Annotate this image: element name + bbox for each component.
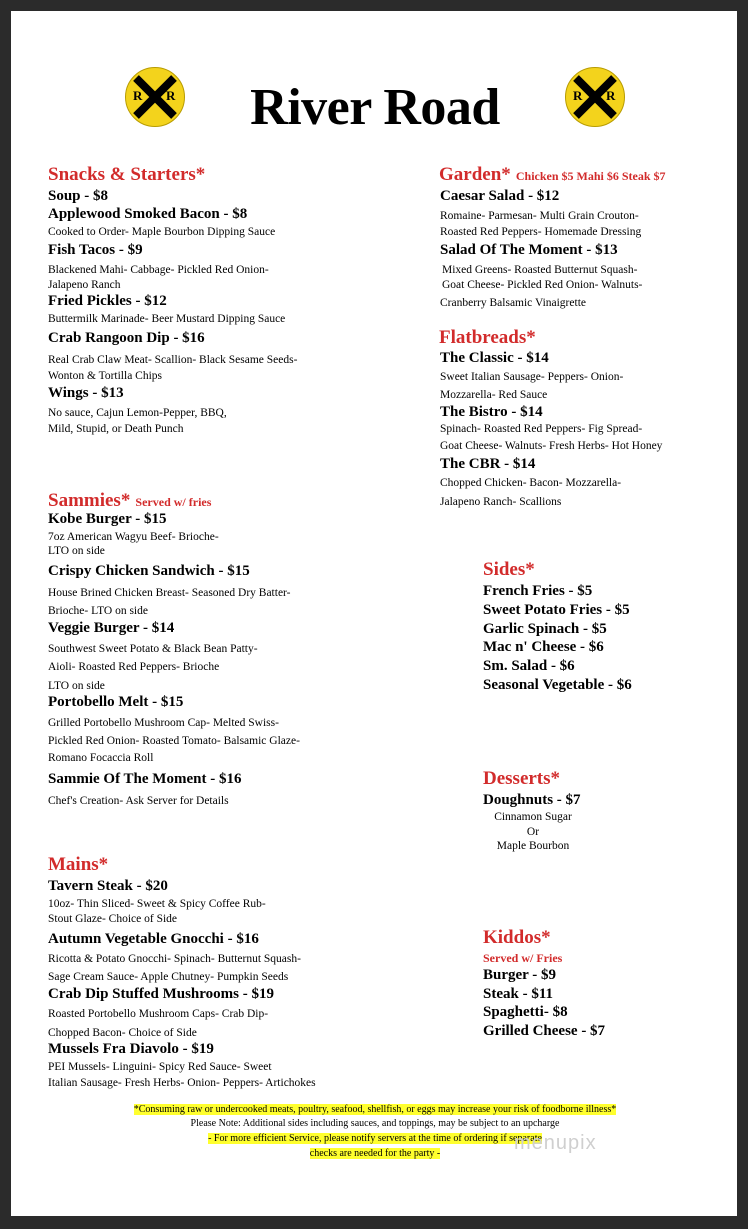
- menu-item-desc: Roasted Portobello Mushroom Caps- Crab Dip-: [48, 1008, 269, 1020]
- section-title-sammies: Sammies*: [48, 490, 131, 511]
- menu-item-desc: Mild, Stupid, or Death Punch: [48, 423, 184, 435]
- section-title-garden: Garden*: [439, 164, 511, 185]
- menu-item-desc: Romaine- Parmesan- Multi Grain Crouton-: [440, 210, 639, 222]
- menu-item-desc: Wonton & Tortilla Chips: [48, 370, 163, 382]
- menu-item-desc: House Brined Chicken Breast- Seasoned Dry Batter-: [48, 587, 291, 599]
- menu-item-name: Caesar Salad - $12: [440, 188, 560, 204]
- menu-item-desc: Grilled Portobello Mushroom Cap- Melted Swiss-: [48, 717, 279, 729]
- menu-item-desc: Pickled Red Onion- Roasted Tomato- Balsamic Glaze-: [48, 735, 300, 747]
- menu-item-name: Autumn Vegetable Gnocchi - $16: [48, 931, 259, 947]
- menu-item-desc: Cranberry Balsamic Vinaigrette: [440, 297, 586, 309]
- section-title-mains: Mains*: [48, 854, 109, 875]
- menu-item-desc: Goat Cheese- Pickled Red Onion- Walnuts-: [442, 279, 643, 291]
- menu-item-desc: Buttermilk Marinade- Beer Mustard Dipping Sauce: [48, 313, 286, 325]
- raw-food-warning: [60, 1104, 690, 1115]
- menu-item-name: The CBR - $14: [440, 456, 536, 472]
- separate-checks-text: - For more efficient Service, please notify servers at the time of ordering if separate: [208, 1133, 542, 1144]
- menu-item-name: Spaghetti- $8: [483, 1004, 568, 1020]
- menu-item-desc: Jalapeno Ranch- Scallions: [440, 496, 562, 508]
- section-note-sammies: Served w/ fries: [135, 495, 212, 509]
- menu-item-name: Seasonal Vegetable - $6: [483, 677, 632, 693]
- menu-item-name: Doughnuts - $7: [483, 792, 581, 808]
- logo-letter: R: [133, 88, 143, 103]
- menu-item-name: Sweet Potato Fries - $5: [483, 602, 630, 618]
- section-note-kiddos: Served w/ Fries: [483, 951, 563, 965]
- menu-item-name: Mac n' Cheese - $6: [483, 639, 604, 655]
- menu-item-name: Kobe Burger - $15: [48, 511, 167, 527]
- menu-item-desc: Or: [526, 826, 540, 838]
- menu-item-desc: Sage Cream Sauce- Apple Chutney- Pumpkin Seeds: [48, 971, 289, 983]
- menu-item-desc: Mozzarella- Red Sauce: [440, 389, 548, 401]
- menu-item-desc: Southwest Sweet Potato & Black Bean Patty-: [48, 643, 258, 655]
- menu-item-name: Applewood Smoked Bacon - $8: [48, 206, 248, 222]
- menu-item-desc: Maple Bourbon: [496, 840, 570, 852]
- menu-item-name: Tavern Steak - $20: [48, 878, 168, 894]
- menu-item-desc: Stout Glaze- Choice of Side: [48, 913, 178, 925]
- menu-item-desc: No sauce, Cajun Lemon-Pepper, BBQ,: [48, 407, 227, 419]
- menu-item-name: Fried Pickles - $12: [48, 293, 167, 309]
- menu-item-name: Crispy Chicken Sandwich - $15: [48, 563, 250, 579]
- menu-item-desc: Jalapeno Ranch: [48, 279, 121, 291]
- section-note-garden: Chicken $5 Mahi $6 Steak $7: [515, 169, 666, 183]
- menu-item-desc: Roasted Red Peppers- Homemade Dressing: [440, 226, 642, 238]
- menu-item-name: Grilled Cheese - $7: [483, 1023, 606, 1039]
- section-title-sides: Sides*: [483, 559, 535, 580]
- menu-item-name: Sammie Of The Moment - $16: [48, 771, 242, 787]
- menu-item-name: Crab Dip Stuffed Mushrooms - $19: [48, 986, 274, 1002]
- separate-checks-text-2: checks are needed for the party -: [309, 1148, 441, 1159]
- section-title-kiddos: Kiddos*: [483, 927, 551, 948]
- menu-item-desc: Spinach- Roasted Red Peppers- Fig Spread-: [440, 423, 643, 435]
- upcharge-note: Please Note: Additional sides including sauces, and toppings, may be subject to an upcharge: [190, 1118, 560, 1129]
- section-title-flatbreads: Flatbreads*: [439, 327, 536, 348]
- menu-item-desc: Brioche- LTO on side: [48, 605, 148, 617]
- menu-item-name: Garlic Spinach - $5: [483, 621, 607, 637]
- menu-item-desc: PEI Mussels- Linguini- Spicy Red Sauce- Sweet: [48, 1061, 272, 1073]
- railroad-crossing-logo-right: [565, 67, 625, 127]
- menu-item-name: The Classic - $14: [440, 350, 549, 366]
- menu-item-desc: Ricotta & Potato Gnocchi- Spinach- Butternut Squash-: [48, 953, 301, 965]
- menu-item-name: Mussels Fra Diavolo - $19: [48, 1041, 214, 1057]
- menu-item-name: Soup - $8: [48, 188, 109, 204]
- restaurant-title: River Road: [250, 79, 500, 136]
- menu-item-desc: Aioli- Roasted Red Peppers- Brioche: [48, 661, 220, 673]
- section-header-garden: [439, 164, 666, 186]
- menu-item-name: Burger - $9: [483, 967, 557, 983]
- logo-letter: R: [606, 88, 616, 103]
- menu-item-name: Sm. Salad - $6: [483, 658, 575, 674]
- menu-item-desc: Goat Cheese- Walnuts- Fresh Herbs- Hot Honey: [440, 440, 663, 452]
- menu-item-desc: LTO on side: [48, 680, 105, 692]
- menu-item-name: French Fries - $5: [483, 583, 593, 599]
- watermark: menupix: [514, 1132, 597, 1154]
- menu-item-desc: Real Crab Claw Meat- Scallion- Black Sesame Seeds-: [48, 354, 298, 366]
- menu-item-desc: Blackened Mahi- Cabbage- Pickled Red Onion-: [48, 264, 269, 276]
- menu-item-desc: Sweet Italian Sausage- Peppers- Onion-: [440, 371, 624, 383]
- menu-item-name: Veggie Burger - $14: [48, 620, 175, 636]
- logo-letter: R: [166, 88, 176, 103]
- menu-item-name: Portobello Melt - $15: [48, 694, 184, 710]
- raw-food-warning-text: *Consuming raw or undercooked meats, poultry, seafood, shellfish, or eggs may increase your risk of foodborne illness*: [133, 1104, 617, 1115]
- menu-item-name: Fish Tacos - $9: [48, 242, 143, 258]
- logo-letter: R: [573, 88, 583, 103]
- menu-item-desc: Chopped Bacon- Choice of Side: [48, 1027, 197, 1039]
- railroad-crossing-logo-left: [125, 67, 185, 127]
- menu-item-desc: Chopped Chicken- Bacon- Mozzarella-: [440, 477, 622, 489]
- menu-item-desc: Cinnamon Sugar: [494, 811, 572, 823]
- section-title-desserts: Desserts*: [483, 768, 561, 789]
- menu-item-name: Steak - $11: [483, 986, 554, 1002]
- menu-item-desc: Cooked to Order- Maple Bourbon Dipping Sauce: [48, 226, 276, 238]
- menu-item-name: The Bistro - $14: [440, 404, 543, 420]
- menu-item-desc: 7oz American Wagyu Beef- Brioche-: [48, 531, 219, 543]
- menu-item-desc: Italian Sausage- Fresh Herbs- Onion- Peppers- Artichokes: [48, 1077, 316, 1089]
- menu-item-name: Wings - $13: [48, 385, 124, 401]
- menu-item-desc: Mixed Greens- Roasted Butternut Squash-: [442, 264, 638, 276]
- menu-item-desc: Romano Focaccia Roll: [48, 752, 154, 764]
- menu-item-desc: 10oz- Thin Sliced- Sweet & Spicy Coffee Rub-: [48, 898, 266, 910]
- menu-item-name: Crab Rangoon Dip - $16: [48, 330, 205, 346]
- section-header-sammies: [48, 490, 211, 512]
- menu-item-desc: Chef's Creation- Ask Server for Details: [48, 795, 229, 807]
- menu-item-name: Salad Of The Moment - $13: [440, 242, 618, 258]
- section-title-snacks: Snacks & Starters*: [48, 164, 206, 185]
- menu-item-desc: LTO on side: [48, 545, 105, 557]
